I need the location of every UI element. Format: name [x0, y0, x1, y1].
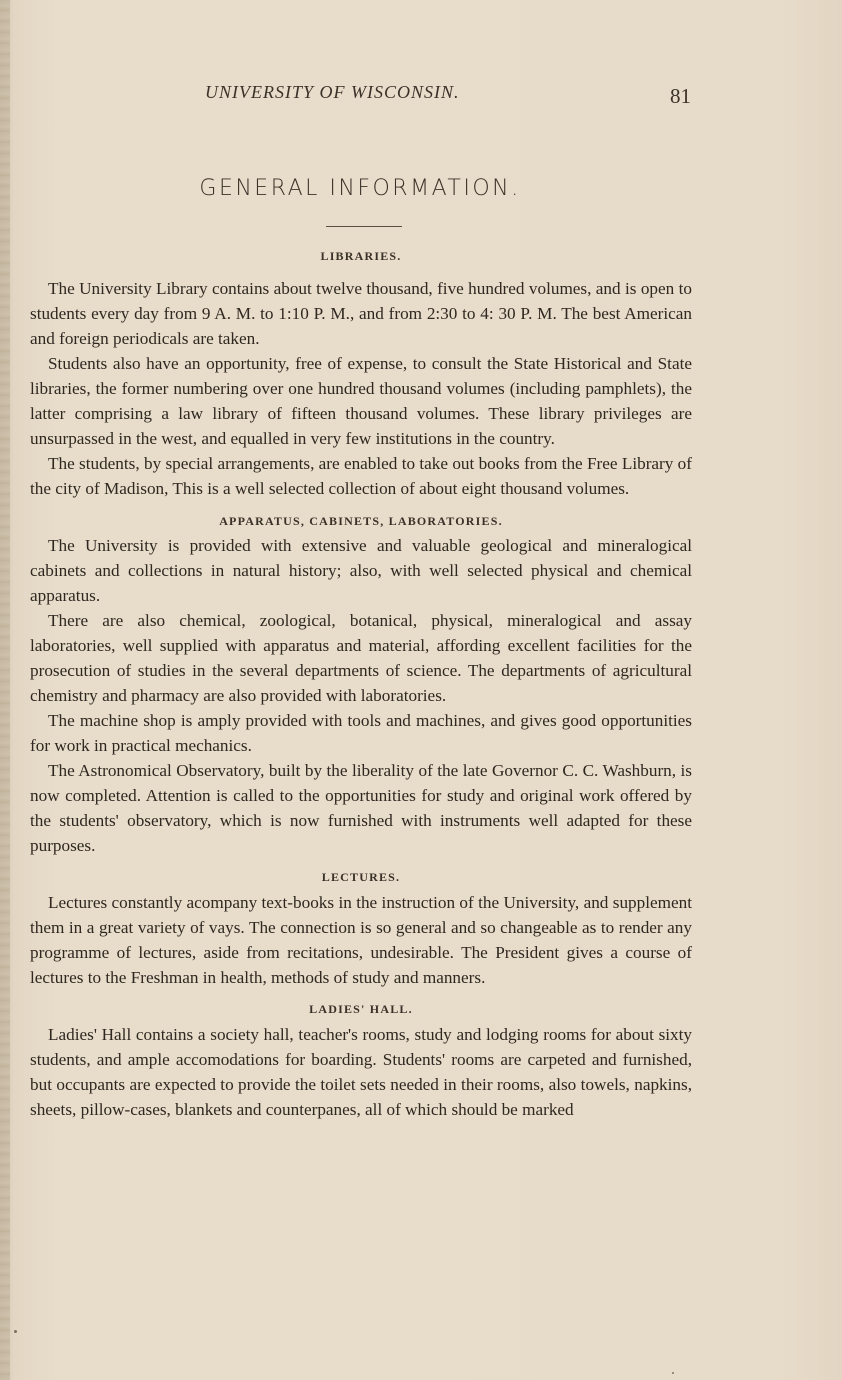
paragraph: The University Library contains about twelve thousand, five hundred volumes, and is open to students every day from 9 A. M. to 1:10 P. M., and from 2:30 to 4: 30 P. M. The best American and foreign periodicals are taken. [30, 279, 692, 348]
paragraph: There are also chemical, zoological, botanical, physical, mineralogical and assay laboratories, well supplied with apparatus and material, affording excellent facilities for the prosecution of studies in the several departments of science. The departments of agricultural chemistry and pharmacy are also provided with laboratories. [30, 611, 692, 705]
paragraph: Ladies' Hall contains a society hall, teacher's rooms, study and lodging rooms for about sixty students, and ample accomodations for boarding. Students' rooms are carpeted and furnished, but occupants are expected to provide the toilet sets needed in their rooms, also towels, napkins, sheets, pillow-cases, blankets and counterpanes, all of which should be marked [30, 1025, 692, 1119]
page-gutter [0, 0, 10, 1380]
section-heading-libraries: LIBRARIES. [320, 249, 402, 263]
paragraph: Students also have an opportunity, free of expense, to consult the State Historical and State libraries, the former numbering over one hundred thousand volumes (including pamphlets), the latter comprising a law library of fifteen thousand volumes. These library privileges are unsurpassed in the west, and equalled in very few institutions in the country. [30, 354, 692, 448]
page-body [30, 246, 692, 1122]
page-number: 81 [670, 84, 691, 108]
section-heading-apparatus: APPARATUS, CABINETS, LABORATORIES. [219, 514, 503, 528]
paragraph: The University is provided with extensive and valuable geological and mineralogical cabinets and collections in natural history; also, with well selected physical and chemical apparatus. [30, 536, 692, 605]
title-rule [326, 226, 402, 227]
page-title: GENERAL INFORMATION. [199, 176, 521, 201]
paper-speck [672, 1372, 674, 1374]
paragraph: Lectures constantly acompany text-books in the instruction of the University, and supplement them in a great variety of vays. The connection is so general and so changeable as to render any programme of lectures, aside from recitations, undesirable. The President gives a course of lectures to the Freshman in health, methods of study and manners. [30, 893, 692, 987]
section-heading-lectures: LECTURES. [321, 870, 401, 884]
paragraph: The students, by special arrangements, are enabled to take out books from the Free Library of the city of Madison, This is a well selected collection of about eight thousand volumes. [30, 454, 692, 498]
paragraph: The machine shop is amply provided with tools and machines, and gives good opportunities for work in practical mechanics. [30, 711, 692, 755]
running-head: UNIVERSITY OF WISCONSIN. [205, 82, 460, 102]
section-heading-ladies-hall: LADIES' HALL. [309, 1002, 413, 1016]
paper-speck [14, 1330, 17, 1333]
paragraph: The Astronomical Observatory, built by the liberality of the late Governor C. C. Washburn, is now completed. Attention is called to the opportunities for study and original work offered by the students' observatory, which is now furnished with instruments well adapted for these purposes. [30, 761, 692, 855]
